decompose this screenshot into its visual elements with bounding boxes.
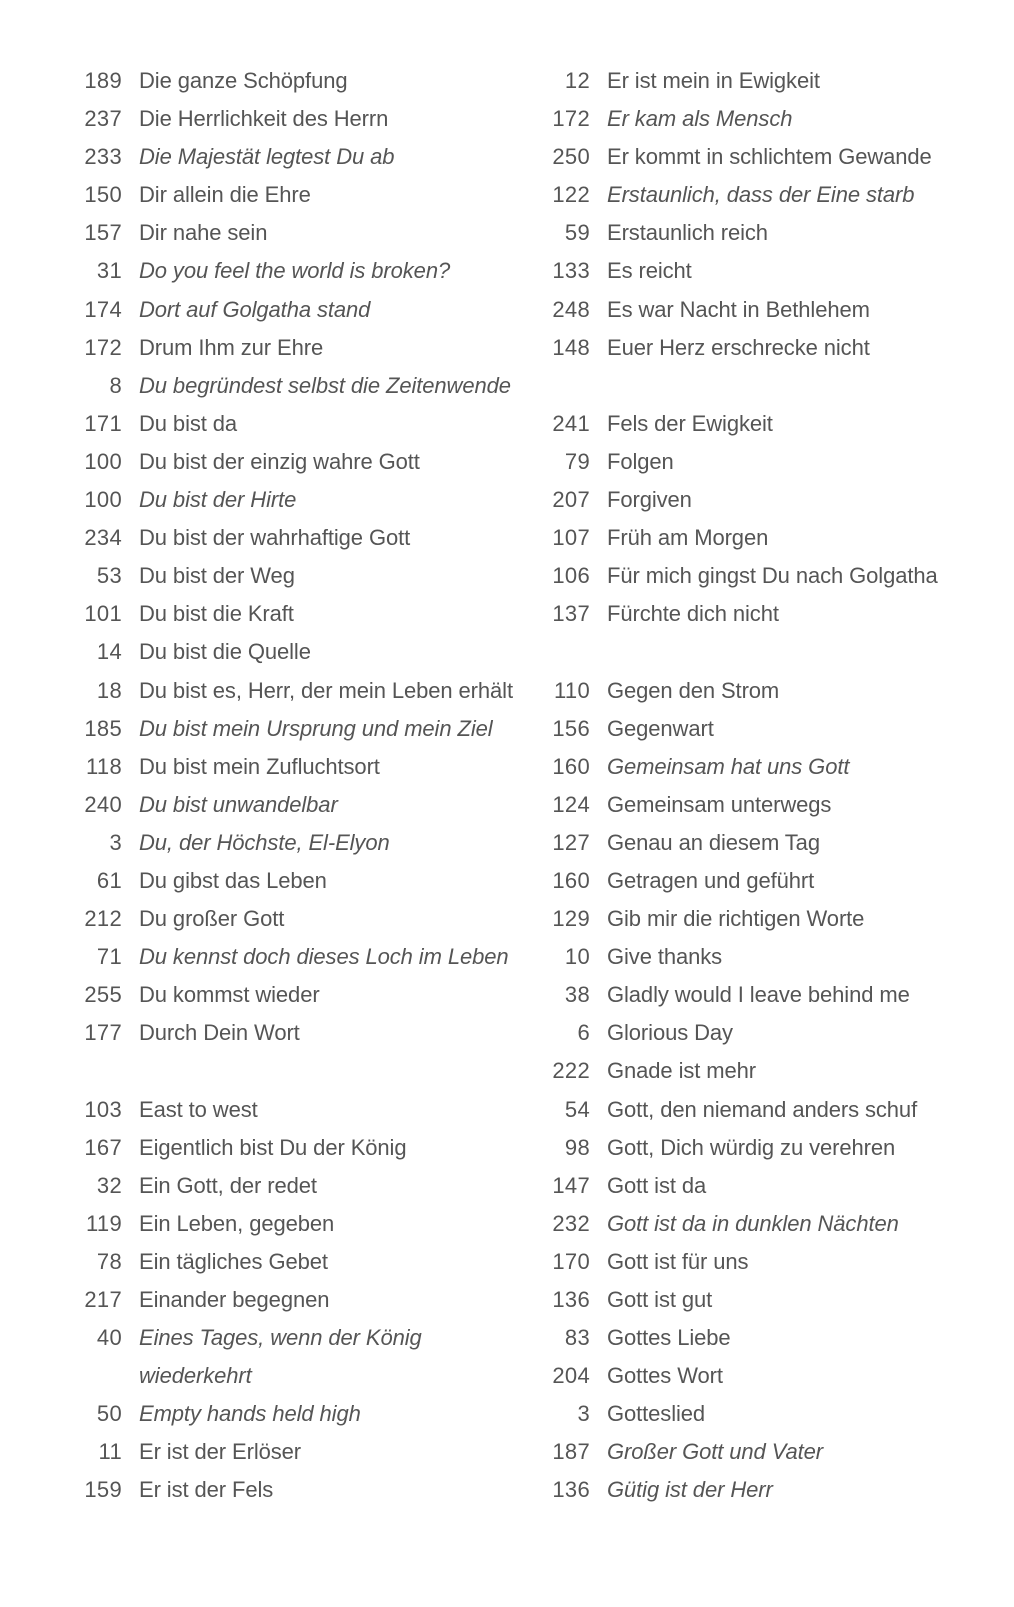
index-entry [70,176,530,214]
song-title: Gemeinsam unterwegs [607,791,832,817]
song-title: Gottes Liebe [607,1325,731,1351]
song-number: 119 [86,1210,122,1236]
song-number: 122 [552,182,590,208]
song-number: 54 [564,1096,590,1122]
index-entry [538,595,978,633]
song-title: Du kennst doch dieses Loch im Leben [139,944,509,970]
index-entry [538,1281,978,1319]
index-entry [538,672,978,710]
song-number: 83 [564,1325,590,1351]
song-number: 250 [552,144,590,170]
song-title: Dir nahe sein [139,220,268,246]
index-entry [538,405,978,443]
song-title: Gottes Wort [607,1363,723,1389]
index-entry [70,1281,530,1319]
index-entry [538,252,978,290]
song-title: Ein Leben, gegeben [139,1210,335,1236]
song-title: Genau an diesem Tag [607,829,820,855]
index-entry [70,748,530,786]
song-title: Glorious Day [607,1020,733,1046]
section-spacer [538,633,978,671]
index-entry [70,214,530,252]
song-number: 233 [84,144,122,170]
song-number: 212 [84,906,122,932]
section-spacer [538,367,978,405]
song-number: 133 [552,258,590,284]
song-title: Forgiven [607,487,692,513]
index-entry [70,252,530,290]
index-entry [70,481,530,519]
song-number: 136 [552,1287,590,1312]
index-entry [70,1319,530,1357]
song-number: 172 [552,106,590,132]
index-entry [70,100,530,138]
song-title: Er ist der Fels [139,1477,274,1503]
index-entry [70,291,530,329]
index-entry [538,519,978,557]
song-title: Fürchte dich nicht [607,601,779,627]
index-entry-continuation [70,1357,530,1395]
index-entry [70,710,530,748]
song-title: Früh am Morgen [607,525,769,551]
index-entry [70,1471,530,1509]
song-title: Dort auf Golgatha stand [139,296,371,322]
song-number: 8 [109,372,122,398]
index-entry [538,1091,978,1129]
song-number: 40 [96,1325,122,1351]
song-number: 98 [564,1134,590,1160]
song-title: Du bist der Weg [139,563,295,589]
song-number: 79 [564,448,590,474]
index-entry [70,519,530,557]
song-number: 3 [577,1401,590,1427]
song-number: 14 [96,639,122,665]
song-number: 207 [552,487,590,513]
index-entry [70,1014,530,1052]
song-number: 187 [552,1439,590,1465]
song-number: 237 [84,106,122,132]
song-title: Gütig ist der Herr [607,1477,773,1503]
song-title: Erstaunlich, dass der Eine starb [607,182,915,208]
index-entry [538,710,978,748]
song-number: 3 [109,829,122,855]
index-entry [538,748,978,786]
song-title: Du bist es, Herr, der mein Leben erhält [139,677,513,703]
song-title: Du bist die Quelle [139,639,311,665]
index-entry [70,938,530,976]
song-number: 147 [552,1172,590,1198]
song-number: 150 [84,182,122,208]
song-title: Do you feel the world is broken? [139,258,451,284]
index-entry [70,62,530,100]
song-number: 222 [552,1058,590,1084]
song-title: Gemeinsam hat uns Gott [607,753,850,779]
index-entry [538,100,978,138]
song-number: 6 [577,1020,590,1046]
song-title: Gegenwart [607,715,714,741]
index-entry [538,1433,978,1471]
song-number: 255 [84,982,122,1008]
song-number: 172 [84,334,122,360]
index-entry [70,138,530,176]
index-entry [70,1205,530,1243]
song-number: 248 [552,296,590,322]
index-entry [70,405,530,443]
song-number: 103 [84,1096,122,1122]
song-number: 32 [96,1172,122,1198]
song-number: 71 [96,944,122,970]
song-title: Folgen [607,448,674,474]
index-entry [538,1395,978,1433]
song-title: Gott ist da in dunklen Nächten [607,1210,899,1236]
song-title: Die Herrlichkeit des Herrn [139,106,389,132]
song-title: Gott, den niemand anders schuf [607,1096,918,1122]
song-title: Er kommt in schlichtem Gewande [607,144,932,170]
song-number: 124 [552,791,590,817]
song-number: 189 [84,68,122,93]
index-entry [70,1433,530,1471]
song-title: Die Majestät legtest Du ab [139,144,395,170]
song-number: 118 [86,753,122,779]
song-number: 107 [552,525,590,551]
song-number: 204 [552,1363,590,1389]
song-number: 217 [84,1287,122,1312]
song-title: Euer Herz erschrecke nicht [607,334,870,360]
song-title: Getragen und geführt [607,867,815,893]
song-title: Du, der Höchste, El-Elyon [139,829,390,855]
index-entry [70,367,530,405]
index-entry [538,1319,978,1357]
song-number: 106 [552,563,590,589]
song-number: 53 [96,563,122,589]
song-title: Eines Tages, wenn der König [139,1325,422,1351]
song-number: 170 [552,1248,590,1274]
song-title: Gott, Dich würdig zu verehren [607,1134,896,1160]
song-title: Es war Nacht in Bethlehem [607,296,870,322]
song-title: Er ist mein in Ewigkeit [607,68,820,93]
song-title: Du bist der einzig wahre Gott [139,448,420,474]
song-number: 160 [552,867,590,893]
song-title: Du begründest selbst die Zeitenwende [139,372,511,398]
index-entry [538,900,978,938]
index-entry [538,1052,978,1090]
song-title: Dir allein die Ehre [139,182,311,208]
index-entry [70,1395,530,1433]
song-title: Für mich gingst Du nach Golgatha [607,563,938,589]
song-number: 38 [564,982,590,1008]
song-title: Du bist mein Ursprung und mein Ziel [139,715,493,741]
song-number: 31 [96,258,122,284]
song-title: Ein tägliches Gebet [139,1248,328,1274]
song-number: 156 [552,715,590,741]
index-entry [70,1091,530,1129]
song-number: 100 [84,487,122,513]
index-entry [538,824,978,862]
index-entry [70,595,530,633]
song-number: 159 [84,1477,122,1503]
index-entry [70,633,530,671]
song-number: 100 [84,448,122,474]
song-title: Du bist unwandelbar [139,791,338,817]
index-entry [70,557,530,595]
song-title: Du kommst wieder [139,982,320,1008]
index-entry [70,824,530,862]
song-title: Eigentlich bist Du der König [139,1134,407,1160]
index-entry [538,62,978,100]
index-entry [538,786,978,824]
index-entry [538,1129,978,1167]
index-entry [538,976,978,1014]
song-number: 59 [564,220,590,246]
index-entry [538,1014,978,1052]
song-number: 10 [564,944,590,970]
index-entry [70,1167,530,1205]
song-title: Du gibst das Leben [139,867,327,893]
song-number: 171 [84,410,122,436]
index-column-left [70,62,530,1510]
song-title: Gladly would I leave behind me [607,982,910,1008]
song-number: 160 [552,753,590,779]
index-entry [538,291,978,329]
song-title: Erstaunlich reich [607,220,768,246]
song-number: 136 [552,1477,590,1503]
song-title: Fels der Ewigkeit [607,410,773,436]
song-title: Empty hands held high [139,1401,361,1427]
index-entry [538,214,978,252]
song-number: 78 [96,1248,122,1274]
song-number: 185 [84,715,122,741]
index-entry [538,1471,978,1509]
song-title: Gotteslied [607,1401,706,1427]
song-title: Gott ist für uns [607,1248,749,1274]
song-number: 101 [84,601,122,627]
index-entry [538,443,978,481]
index-entry [538,481,978,519]
index-entry [538,176,978,214]
index-entry [538,1205,978,1243]
index-entry [538,1357,978,1395]
song-number: 232 [552,1210,590,1236]
song-title: Du bist mein Zufluchtsort [139,753,380,779]
song-title: wiederkehrt [139,1363,252,1389]
song-number: 12 [564,68,590,93]
index-entry [538,557,978,595]
song-title: Ein Gott, der redet [139,1172,317,1198]
song-title: Gegen den Strom [607,677,780,703]
song-title: Einander begegnen [139,1287,330,1312]
song-number: 110 [554,677,590,703]
song-number: 129 [552,906,590,932]
index-entry [538,138,978,176]
song-title: Du bist die Kraft [139,601,294,627]
song-number: 234 [84,525,122,551]
song-title: Gnade ist mehr [607,1058,757,1084]
song-title: Durch Dein Wort [139,1020,300,1046]
index-entry [538,1167,978,1205]
index-entry [70,786,530,824]
index-entry [70,1129,530,1167]
song-number: 61 [96,867,122,893]
song-title: Gib mir die richtigen Worte [607,906,865,932]
song-number: 148 [552,334,590,360]
song-title: Du großer Gott [139,906,285,932]
song-number: 157 [84,220,122,246]
song-title: Du bist da [139,410,238,436]
song-title: Großer Gott und Vater [607,1439,823,1465]
song-title: Gott ist da [607,1172,707,1198]
song-number: 127 [552,829,590,855]
section-spacer [70,1052,530,1090]
song-number: 241 [552,410,590,436]
song-title: Drum Ihm zur Ehre [139,334,324,360]
song-title: Er ist der Erlöser [139,1439,302,1465]
song-number: 177 [84,1020,122,1046]
index-entry [538,329,978,367]
index-entry [70,976,530,1014]
song-number: 18 [96,677,122,703]
song-title: Give thanks [607,944,723,970]
index-entry [538,1243,978,1281]
song-number: 174 [84,296,122,322]
index-entry [70,900,530,938]
song-title: East to west [139,1096,258,1122]
index-entry [70,862,530,900]
song-number: 240 [84,791,122,817]
index-entry [70,672,530,710]
song-number: 11 [98,1439,122,1465]
song-number: 137 [552,601,590,627]
song-title: Du bist der wahrhaftige Gott [139,525,411,551]
song-number: 50 [96,1401,122,1427]
song-title: Gott ist gut [607,1287,713,1312]
index-entry [70,329,530,367]
index-entry [538,862,978,900]
song-title: Es reicht [607,258,692,284]
song-title: Die ganze Schöpfung [139,68,348,93]
song-title: Er kam als Mensch [607,106,793,132]
index-entry [70,443,530,481]
index-entry [70,1243,530,1281]
song-title: Du bist der Hirte [139,487,297,513]
index-column-right [538,62,978,1510]
song-number: 167 [84,1134,122,1160]
index-entry [538,938,978,976]
